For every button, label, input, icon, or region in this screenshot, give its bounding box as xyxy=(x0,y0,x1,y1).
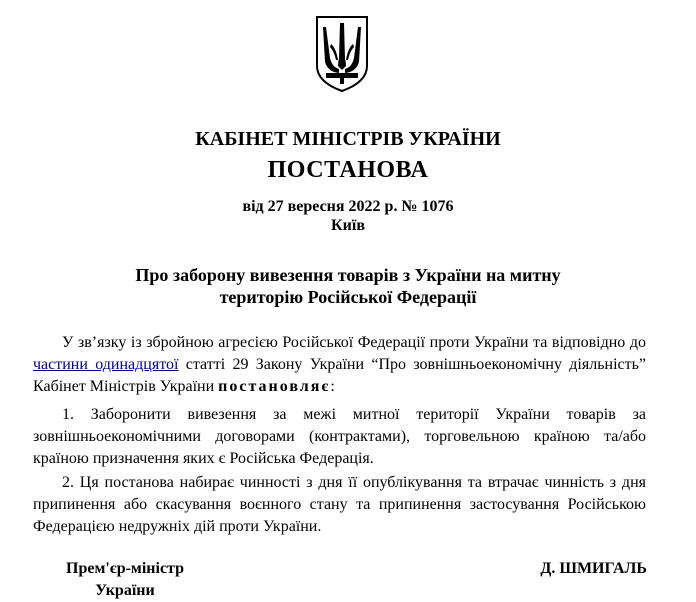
law-article-link[interactable]: частини одинадцятої xyxy=(33,356,179,373)
document-date-number: від 27 вересня 2022 р. № 1076 xyxy=(242,198,454,215)
preamble-text-middle: статті 29 Закону України “Про зовнішньоекономічну діяльність” Кабінет Міністрів України xyxy=(33,356,647,395)
signatory-position xyxy=(62,558,188,602)
signatory-position-line-1: Прем'єр-міністр xyxy=(66,560,184,577)
preamble-text-end: : xyxy=(330,378,335,395)
document-city: Київ xyxy=(331,217,365,234)
signatory-name: Д. ШМИГАЛЬ xyxy=(540,560,647,577)
document-title-line-2: територію Російської Федерації xyxy=(219,287,477,307)
preamble-paragraph xyxy=(33,332,646,398)
document-title-line-1: Про заборону вивезення товарів з України на митну xyxy=(135,265,561,285)
coat-of-arms-of-ukraine-icon xyxy=(314,14,370,94)
document-title xyxy=(80,264,616,308)
issuing-authority: КАБІНЕТ МІНІСТРІВ УКРАЇНИ xyxy=(195,128,501,150)
decides-word: постановляє xyxy=(218,378,331,395)
document-type: ПОСТАНОВА xyxy=(267,157,429,183)
clause-2-paragraph: 2. Ця постанова набирає чинності з дня її опублікування та втрачає чинність з дня припинення або скасування воєнного стану та припинення застосування Російською Федерацією недружніх дій проти України. xyxy=(33,474,646,535)
clause-1-paragraph: 1. Заборонити вивезення за межі митної території України товарів за зовнішньоекономічними договорами (контрактами), торговельною країною та/або країною призначення яких є Російська Федерація. xyxy=(33,406,646,467)
signatory-position-line-2: України xyxy=(95,582,155,599)
preamble-text-start: У зв’язку із збройною агресією Російської Федерації проти України та відповідно до xyxy=(62,334,646,351)
